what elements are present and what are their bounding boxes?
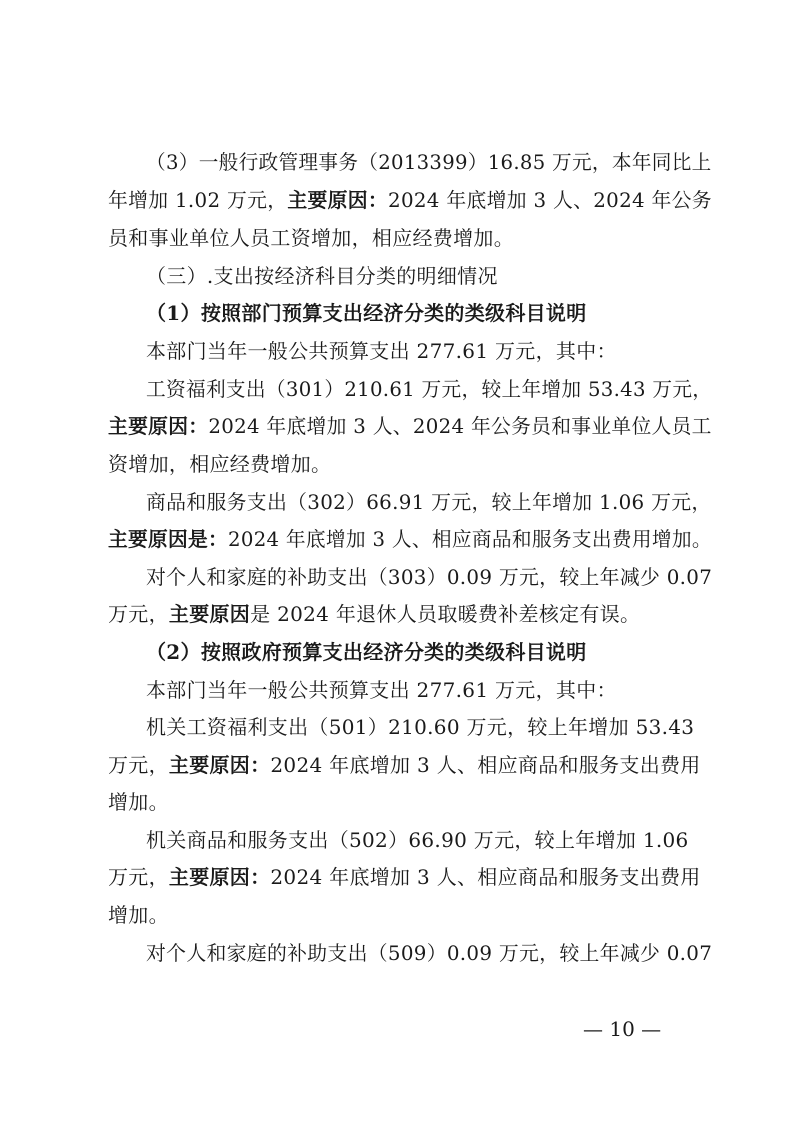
text-run: 2024 年底增加 3 人、2024 年公务员和事业单位人员工 (208, 414, 712, 438)
text-run: 本部门当年一般公共预算支出 277.61 万元，其中： (146, 678, 617, 702)
text-run: 工资福利支出（301）210.61 万元，较上年增加 53.43 万元， (146, 377, 713, 401)
text-line (108, 527, 712, 551)
text-run: 2024 年底增加 3 人、相应商品和服务支出费用 (270, 865, 701, 889)
text-line (108, 753, 701, 777)
text-run: （1）按照部门预算支出经济分类的类级科目说明 (146, 301, 587, 325)
text-run: 增加。 (108, 790, 169, 814)
text-run: （3）一般行政管理事务（2013399）16.85 万元，本年同比上 (146, 150, 712, 174)
text-line (146, 678, 617, 702)
text-run: 资增加，相应经费增加。 (108, 452, 332, 476)
page-number: — 10 — (583, 1017, 662, 1041)
text-line (146, 490, 712, 514)
text-line (146, 941, 712, 965)
text-run: 2024 年底增加 3 人、相应商品和服务支出费用 (270, 753, 701, 777)
text-line (108, 414, 712, 438)
text-run: 商品和服务支出（302）66.91 万元，较上年增加 1.06 万元， (146, 490, 712, 514)
text-line (146, 339, 617, 363)
text-run: 机关商品和服务支出（502）66.90 万元，较上年增加 1.06 (146, 828, 689, 852)
text-line (146, 377, 712, 401)
subsection-heading (146, 640, 587, 664)
text-line (146, 150, 712, 174)
text-line (108, 226, 514, 250)
subsection-heading (146, 301, 587, 325)
text-line (108, 790, 169, 814)
text-run: 是 2024 年退休人员取暖费补差核定有误。 (250, 602, 641, 626)
text-run: （三）.支出按经济科目分类的明细情况 (146, 264, 498, 288)
text-run: 增加。 (108, 903, 169, 927)
text-run: 2024 年底增加 3 人、相应商品和服务支出费用增加。 (228, 527, 712, 551)
text-line (146, 828, 689, 852)
bold-label: 主要原因： (287, 188, 389, 212)
text-line (146, 715, 694, 739)
text-run: （2）按照政府预算支出经济分类的类级科目说明 (146, 640, 587, 664)
text-line (146, 565, 712, 589)
bold-label: 主要原因 (168, 602, 251, 626)
text-run: 2024 年底增加 3 人、2024 年公务 (388, 188, 712, 212)
text-run: 万元， (108, 602, 169, 626)
bold-label: 主要原因是： (108, 527, 229, 551)
text-run: 员和事业单位人员工资增加，相应经费增加。 (108, 226, 514, 250)
text-line (108, 865, 701, 889)
bold-label: 主要原因： (168, 865, 271, 889)
section-heading (146, 264, 498, 288)
text-run: 万元， (108, 865, 169, 889)
bold-label: 主要原因： (108, 414, 209, 438)
bold-label: 主要原因： (168, 753, 271, 777)
text-line (108, 452, 331, 476)
text-run: 对个人和家庭的补助支出（509）0.09 万元，较上年减少 0.07 (146, 941, 713, 965)
text-line (108, 903, 169, 927)
text-run: 对个人和家庭的补助支出（303）0.09 万元，较上年减少 0.07 (146, 565, 713, 589)
text-run: 万元， (108, 753, 169, 777)
text-line (108, 602, 640, 626)
text-run: 年增加 1.02 万元， (108, 188, 288, 212)
text-line (108, 188, 712, 212)
text-run: 本部门当年一般公共预算支出 277.61 万元，其中： (146, 339, 617, 363)
text-run: 机关工资福利支出（501）210.60 万元，较上年增加 53.43 (146, 715, 695, 739)
